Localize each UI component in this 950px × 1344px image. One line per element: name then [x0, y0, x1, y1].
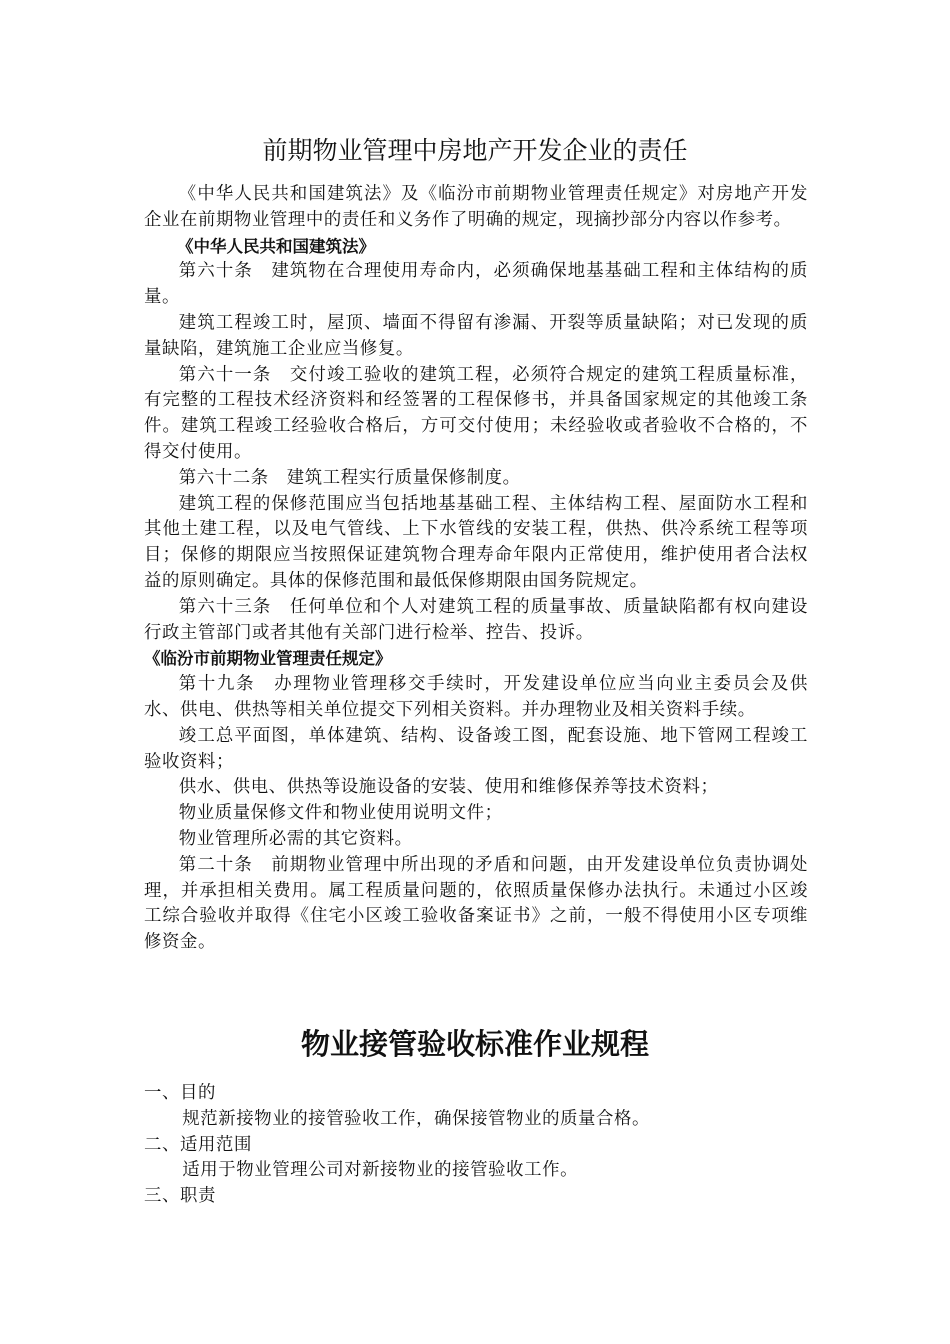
law2-list-item: 供水、供电、供热等设施设备的安装、使用和维修保养等技术资料；	[178, 777, 719, 798]
law1-article-60-cont: 建筑工程竣工时，屋顶、墙面不得留有渗漏、开裂等质量缺陷；对已发现的质量缺陷，建筑施工企业应当修复。	[144, 312, 808, 359]
law1-article-63: 第六十三条 任何单位和个人对建筑工程的质量事故、质量缺陷都有权向建设行政主管部门或者其他有关部门进行检举、控告、投诉。	[144, 596, 808, 643]
law2-list-item: 物业管理所必需的其它资料。	[178, 828, 413, 849]
law1-article-62: 第六十二条 建筑工程实行质量保修制度。	[178, 467, 521, 488]
second-document-body	[144, 1081, 808, 1210]
law2-title: 《临汾市前期物业管理责任规定》	[144, 649, 392, 669]
law2-article-19: 第十九条 办理物业管理移交手续时，开发建设单位应当向业主委员会及供水、供电、供热等相关单位提交下列相关资料。并办理物业及相关资料手续。	[144, 674, 808, 720]
law1-article-61: 第六十一条 交付竣工验收的建筑工程，必须符合规定的建筑工程质量标准，有完整的工程技术经济资料和经签署的工程保修书，并具备国家规定的其他竣工条件。建筑工程竣工经验收合格后，方可交付使用；未经验收或者验收不合格的，不得交付使用。	[144, 364, 808, 462]
section-text-scope: 适用于物业管理公司对新接物业的接管验收工作。	[182, 1160, 579, 1181]
section-heading-purpose: 一、目的	[144, 1083, 216, 1103]
document-body	[144, 182, 808, 956]
law2-article-19-item-1: 竣工总平面图，单体建筑、结构、设备竣工图，配套设施、地下管网工程竣工验收资料；	[144, 725, 808, 772]
section-heading-duties: 三、职责	[144, 1186, 216, 1207]
section-text-purpose: 规范新接物业的接管验收工作，确保接管物业的质量合格。	[182, 1108, 651, 1129]
law1-article-60: 第六十条 建筑物在合理使用寿命内，必须确保地基基础工程和主体结构的质量。	[144, 261, 808, 308]
law1-article-62-cont: 建筑工程的保修范围应当包括地基基础工程、主体结构工程、屋面防水工程和其他土建工程，以及电气管线、上下水管线的安装工程，供热、供冷系统工程等项目；保修的期限应当按照保证建筑物合理寿命年限内正常使用，维护使用者合法权益的原则确定。具体的保修范围和最低保修期限由国务院规定。	[144, 493, 808, 591]
law2-list-item: 物业质量保修文件和物业使用说明文件；	[178, 803, 503, 824]
intro-paragraph: 《中华人民共和国建筑法》及《临汾市前期物业管理责任规定》对房地产开发企业在前期物业管理中的责任和义务作了明确的规定，现摘抄部分内容以作参考。	[144, 184, 808, 230]
document-title: 前期物业管理中房地产开发企业的责任	[262, 136, 688, 165]
section-heading-scope: 二、适用范围	[144, 1134, 252, 1155]
law1-title: 《中华人民共和国建筑法》	[177, 236, 375, 256]
law2-article-20: 第二十条 前期物业管理中所出现的矛盾和问题，由开发建设单位负责协调处理，并承担相关费用。属工程质量问题的，依照质量保修办法执行。未通过小区竣工综合验收并取得《住宅小区竣工验收备案证书》之前，一般不得使用小区专项维修资金。	[144, 854, 808, 953]
second-document-title: 物业接管验收标准作业规程	[300, 1027, 649, 1061]
